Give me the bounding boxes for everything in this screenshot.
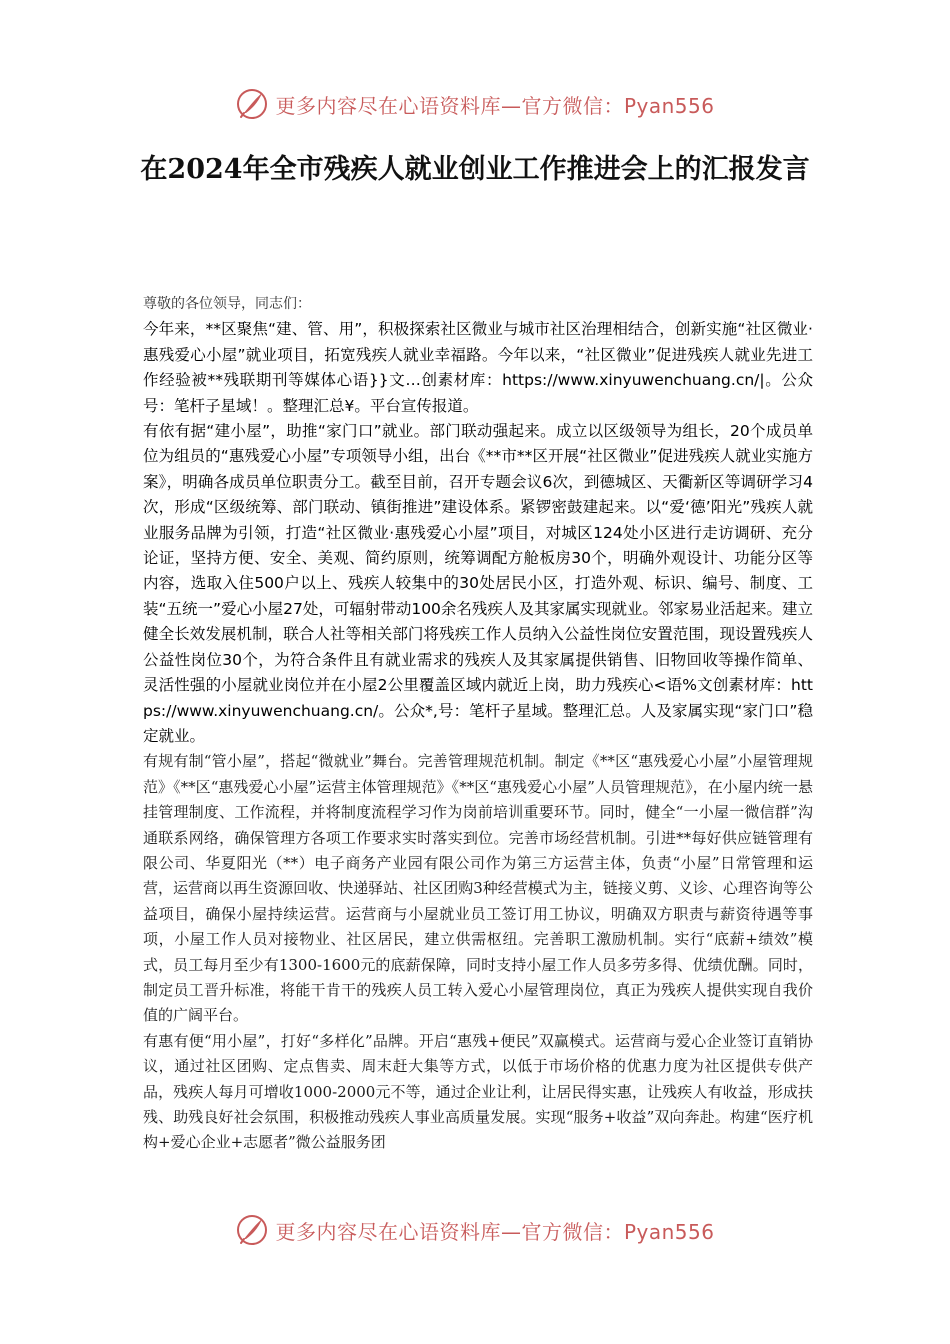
watermark-footer	[0, 1208, 950, 1252]
quill-pen-icon	[235, 1213, 269, 1247]
document-body	[143, 292, 813, 1156]
document-title: 在2024年全市残疾人就业创业工作推进会上的汇报发言	[140, 154, 810, 185]
paragraph-build-house: 有依有据“建小屋”，助推“家门口”就业。部门联动强起来。成立以区级领导为组长，20个成员单位为组员的“惠残爱心小屋”专项领导小组，出台《**市**区开展“社区微业”促进残疾人就业实施方案》，明确各成员单位职责分工。截至目前，召开专题会议6次，到德城区、天衢新区等调研学习4次，形成“区级统筹、部门联动、镇街推进”建设体系。紧锣密鼓建起来。以“爱‘德’阳光”残疾人就业服务品牌为引领，打造“社区微业·惠残爱心小屋”项目，对城区124处小区进行走访调研、充分论证，坚持方便、安全、美观、简约原则，统筹调配方舱板房30个，明确外观设计、功能分区等内容，选取入住500户以上、残疾人较集中的30处居民小区，打造外观、标识、编号、制度、工装“五统一”爱心小屋27处，可辐射带动100余名残疾人及其家属实现就业。邻家易业活起来。建立健全长效发展机制，联合人社等相关部门将残疾工作人员纳入公益性岗位安置范围，现设置残疾人公益性岗位30个，为符合条件且有就业需求的残疾人及其家属提供销售、旧物回收等操作简单、灵活性强的小屋就业岗位并在小屋2公里覆盖区域内就近上岗，助力残疾心<语%文创素材库：https://www.xinyuwenchuang.cn/。公众*,号：笔杆子星域。整理汇总。人及家属实现“家门口”稳定就业。	[143, 422, 813, 745]
watermark-text: 更多内容尽在心语资料库—官方微信：Pyan556	[275, 1219, 715, 1244]
greeting: 尊敬的各位领导，同志们：	[143, 296, 311, 312]
paragraph-use-house: 有惠有便“用小屋”，打好“多样化”品牌。开启“惠残+便民”双赢模式。运营商与爱心企业签订直销协议，通过社区团购、定点售卖、周末赶大集等方式，以低于市场价格的优惠力度为社区提供专供产品，残疾人每月可增收1000-2000元不等，通过企业让利，让居民得实惠，让残疾人有收益，形成扶残、助残良好社会氛围，积极推动残疾人事业高质量发展。实现“服务+收益”双向奔赴。构建“医疗机构+爱心企业+志愿者”微公益服务团	[143, 1031, 813, 1152]
paragraph-manage-house: 有规有制“管小屋”，搭起“微就业”舞台。完善管理规范机制。制定《**区“惠残爱心小屋”小屋管理规范》《**区“惠残爱心小屋”运营主体管理规范》《**区“惠残爱心小屋”人员管理规范》，在小屋内统一悬挂管理制度、工作流程，并将制度流程学习作为岗前培训重要环节。同时，健全“一小屋一微信群”沟通联系网络，确保管理方各项工作要求实时落实到位。完善市场经营机制。引进**每好供应链管理有限公司、华夏阳光（**）电子商务产业园有限公司作为第三方运营主体，负责“小屋”日常管理和运营，运营商以再生资源回收、快递驿站、社区团购3种经营模式为主，链接义剪、义诊、心理咨询等公益项目，确保小屋持续运营。运营商与小屋就业员工签订用工协议，明确双方职责与薪资待遇等事项，小屋工作人员对接物业、社区居民，建立供需枢纽。完善职工激励机制。实行“底薪+绩效”模式，员工每月至少有1300-1600元的底薪保障，同时支持小屋工作人员多劳多得、优绩优酬。同时，制定员工晋升标准，将能干肯干的残疾人员工转入爱心小屋管理岗位，真正为残疾人提供实现自我价值的广阔平台。	[143, 752, 813, 1025]
quill-pen-icon	[235, 87, 269, 121]
watermark-text: 更多内容尽在心语资料库—官方微信：Pyan556	[275, 93, 715, 118]
paragraph-intro: 今年来，**区聚焦“建、管、用”，积极探索社区微业与城市社区治理相结合，创新实施“社区微业·惠残爱心小屋”就业项目，拓宽残疾人就业幸福路。今年以来，“社区微业”促进残疾人就业先进工作经验被**残联期刊等媒体心语}}文…创素材库：https://www.xinyuwenchuang.cn/|。公众号：笔杆子星域！。整理汇总¥。平台宣传报道。	[143, 320, 813, 415]
watermark-header	[0, 82, 950, 126]
